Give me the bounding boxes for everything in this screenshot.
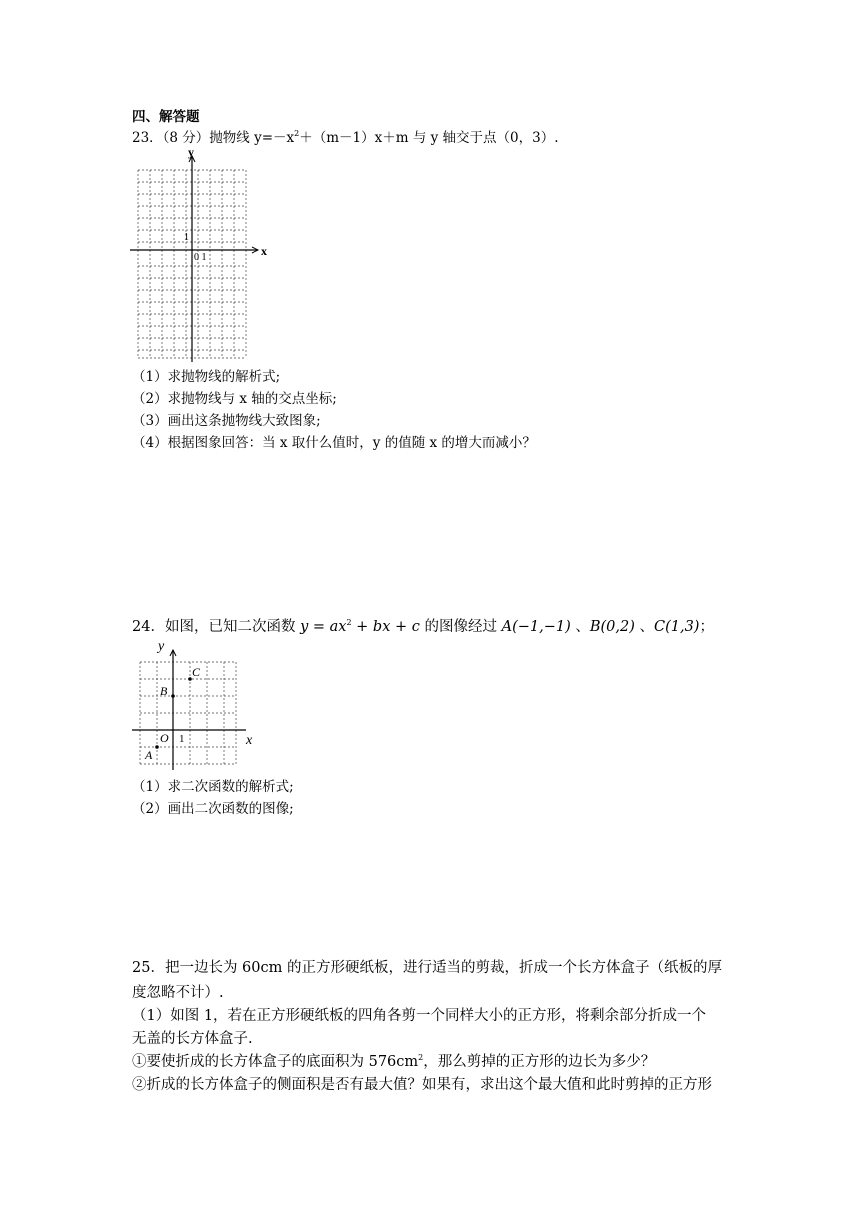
q24-origin-label: O bbox=[160, 731, 169, 745]
q25-line-5-exponent: 2 bbox=[418, 1053, 424, 1062]
q23-heading-a: 23．（8 分）抛物线 y=－x bbox=[132, 130, 295, 146]
q24-heading-b: 的图像经过 bbox=[419, 619, 502, 635]
q24-sep-1: 、 bbox=[570, 619, 590, 635]
q25-line-4: 无盖的长方体盒子. bbox=[132, 1031, 253, 1047]
q24-point-a-dot bbox=[155, 745, 159, 749]
q23-origin-label: 0 1 bbox=[194, 252, 207, 263]
q24-item-1: （1）求二次函数的解析式; bbox=[132, 779, 294, 795]
q24-heading-a: 24．如图，已知二次函数 bbox=[132, 619, 301, 635]
q23-item-2: （2）求抛物线与 x 轴的交点坐标; bbox=[132, 391, 337, 407]
q24-formula-a: y = ax bbox=[300, 619, 347, 635]
q24-item-2: （2）画出二次函数的图像; bbox=[132, 801, 294, 817]
q24-point-b-dot bbox=[171, 694, 175, 698]
q24-grid-figure bbox=[130, 638, 260, 770]
q25-line-1: 25．把一边长为 60cm 的正方形硬纸板，进行适当的剪裁，折成一个长方体盒子（纸板的厚 bbox=[132, 960, 722, 976]
q24-y-label: y bbox=[158, 639, 165, 654]
q24-b-label: B bbox=[160, 684, 168, 698]
q24-point-b: B(0,2) bbox=[589, 619, 635, 635]
q24-sep-2: 、 bbox=[634, 619, 654, 635]
q24-grid bbox=[140, 662, 236, 764]
q23-item-4: （4）根据图象回答：当 x 取什么值时，y 的值随 x 的增大而减小？ bbox=[132, 435, 536, 451]
q24-heading bbox=[132, 616, 714, 638]
q24-c-label: C bbox=[192, 665, 201, 679]
q24-formula-exponent: 2 bbox=[346, 618, 352, 627]
q25-line-5-a: ①要使折成的长方体盒子的底面积为 576cm bbox=[132, 1054, 419, 1070]
q23-y-label: y bbox=[188, 148, 194, 159]
q23-x-label: x bbox=[261, 244, 267, 258]
q23-item-3: （3）画出这条抛物线大致图象; bbox=[132, 413, 321, 429]
q25-line-3: （1）如图 1，若在正方形硬纸板的四角各剪一个同样大小的正方形，将剩余部分折成一个 bbox=[132, 1008, 707, 1024]
q23-heading-b: ＋（m－1）x＋m 与 y 轴交于点（0，3）. bbox=[299, 130, 559, 146]
q23-heading bbox=[132, 129, 559, 147]
section-title: 四、解答题 bbox=[132, 109, 200, 125]
q25-line-6: ②折成的长方体盒子的侧面积是否有最大值？如果有，求出这个最大值和此时剪掉的正方形 bbox=[132, 1077, 712, 1093]
q23-grid-figure bbox=[126, 148, 272, 364]
q24-one-label: 1 bbox=[179, 733, 185, 745]
q24-point-a: A(−1,−1) bbox=[501, 619, 571, 635]
q23-heading-exponent: 2 bbox=[294, 129, 300, 138]
q23-item-1: （1）求抛物线的解析式; bbox=[132, 369, 281, 385]
q25-line-2: 度忽略不计）. bbox=[132, 985, 224, 1001]
q24-formula-b: + bx + c bbox=[351, 619, 420, 635]
q25-line-5 bbox=[132, 1051, 655, 1073]
q24-point-c: C(1,3) bbox=[654, 619, 700, 635]
q24-heading-tail: ； bbox=[699, 619, 714, 635]
q24-a-label: A bbox=[145, 748, 153, 762]
q23-one-label: 1 bbox=[184, 232, 189, 243]
q24-x-label: x bbox=[246, 733, 253, 748]
q25-line-5-b: ，那么剪掉的正方形的边长为多少？ bbox=[423, 1054, 656, 1070]
